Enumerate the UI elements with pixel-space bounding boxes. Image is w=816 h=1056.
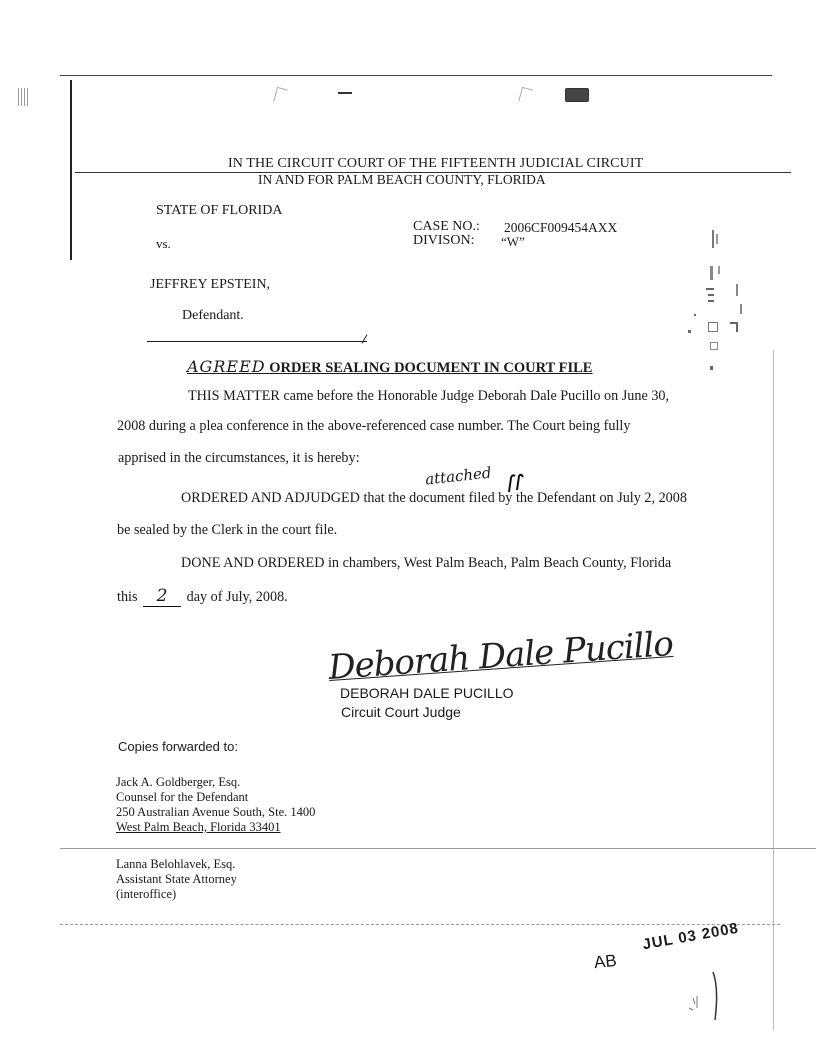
division-value: “W” xyxy=(501,234,525,249)
para2-line2: be sealed by the Clerk in the court file. xyxy=(117,522,338,538)
para1-line2: 2008 during a plea conference in the above-referenced case number. The Court being fully xyxy=(117,418,631,434)
defendant-name: JEFFREY EPSTEIN, xyxy=(150,277,271,292)
para3-line2 xyxy=(117,586,288,607)
case-number-label: CASE NO.: xyxy=(413,219,480,234)
division-label: DIVISON: xyxy=(413,233,475,248)
recipient-2-line: (interoffice) xyxy=(116,887,177,901)
recipient-2 xyxy=(116,857,237,902)
recipient-2-line: Lanna Belohlavek, Esq. xyxy=(116,857,236,871)
versus-label: vs. xyxy=(156,236,171,251)
bottom-right-mark xyxy=(675,968,725,1024)
day-blank xyxy=(143,586,181,607)
defendant-role: Defendant. xyxy=(182,308,244,323)
para3-line1: DONE AND ORDERED in chambers, West Palm Beach, Palm Beach County, Florida xyxy=(181,555,672,571)
para2-line1: ORDERED AND ADJUDGED that the document filed by the Defendant on July 2, 2008 xyxy=(181,490,687,506)
judge-printed-name: DEBORAH DALE PUCILLO xyxy=(340,685,514,701)
left-margin-line xyxy=(70,80,72,260)
recipient-1-line: West Palm Beach, Florida 33401 xyxy=(116,820,281,834)
recipient-2-line: Assistant State Attorney xyxy=(116,872,237,886)
faint-mark-left xyxy=(273,87,288,104)
recipient-1-line: Jack A. Goldberger, Esq. xyxy=(116,775,241,789)
title-printed: ORDER SEALING DOCUMENT IN COURT FILE xyxy=(269,360,593,376)
stamp-initials: AB xyxy=(593,950,618,973)
right-margin-line xyxy=(773,350,774,1030)
judge-title: Circuit Court Judge xyxy=(341,704,461,720)
title-handwritten-agreed: AGREED xyxy=(187,357,266,376)
court-header-line1: IN THE CIRCUIT COURT OF THE FIFTEENTH JUDICIAL CIRCUIT xyxy=(228,156,644,171)
recipient-1-line: Counsel for the Defendant xyxy=(116,790,249,804)
copies-heading: Copies forwarded to: xyxy=(118,739,238,754)
scan-mark-corner xyxy=(18,88,30,106)
para3-rest: day of July, 2008. xyxy=(186,589,288,605)
header-dash xyxy=(338,92,352,94)
recipient-1-line: 250 Australian Avenue South, Ste. 1400 xyxy=(116,805,316,819)
clerk-stamp-fragments xyxy=(668,226,748,376)
binder-hole-mark xyxy=(565,88,589,102)
order-title xyxy=(187,357,592,377)
para3-this: this xyxy=(117,589,138,605)
dotted-scan-line xyxy=(60,924,780,925)
faint-mark-right xyxy=(518,87,533,104)
caption-rule xyxy=(147,341,367,342)
lower-scan-rule xyxy=(60,848,816,849)
recipient-1 xyxy=(116,775,315,835)
para1-line1: THIS MATTER came before the Honorable Judge Deborah Dale Pucillo on June 30, xyxy=(188,388,670,404)
court-header-line2: IN AND FOR PALM BEACH COUNTY, FLORIDA xyxy=(258,172,546,187)
judge-signature-script: Deborah Dale Pucillo xyxy=(327,624,675,688)
handwritten-day: 2 xyxy=(156,586,168,606)
plaintiff-name: STATE OF FLORIDA xyxy=(156,203,283,218)
top-border-rule xyxy=(60,75,772,76)
handwritten-insert-attached: attached xyxy=(424,463,493,489)
caption-rule-slash xyxy=(362,334,368,343)
stamp-date: JUL 03 2008 xyxy=(641,919,741,954)
case-number-value: 2006CF009454AXX xyxy=(504,220,618,235)
para1-line3: apprised in the circumstances, it is hereby: xyxy=(118,450,360,466)
